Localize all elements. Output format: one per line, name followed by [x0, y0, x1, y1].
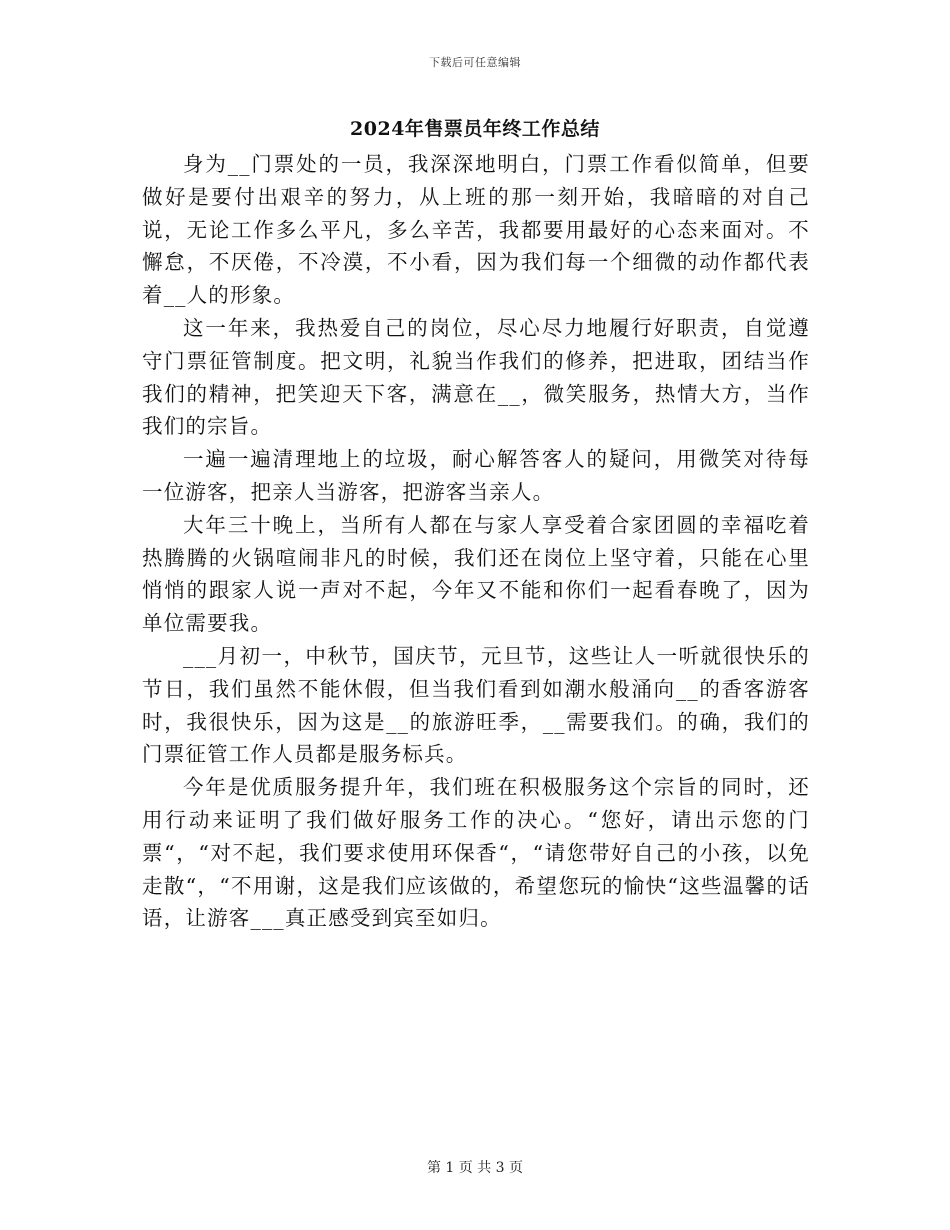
document-title: 2024年售票员年终工作总结: [350, 118, 600, 140]
paragraph: ___月初一，中秋节，国庆节，元旦节，这些让人一听就很快乐的节日，我们虽然不能休假，但当我们看到如潮水般涌向__的香客游客时，我很快乐，因为这是__的旅游旺季，__需要我们。的确，我们的门票征管工作人员都是服务标兵。: [142, 643, 810, 767]
paragraph: 今年是优质服务提升年，我们班在积极服务这个宗旨的同时，还用行动来证明了我们做好服务工作的决心。“您好，请出示您的门票“，“对不起，我们要求使用环保香“，“请您带好自己的小孩，以免走散“，“不用谢，这是我们应该做的，希望您玩的愉快“这些温馨的话语，让游客___真正感受到宾至如归。: [142, 775, 810, 931]
header-note: 下载后可任意编辑: [429, 56, 521, 69]
paragraph: 这一年来，我热爱自己的岗位，尽心尽力地履行好职责，自觉遵守门票征管制度。把文明，礼貌当作我们的修养，把进取，团结当作我们的精神，把笑迎天下客，满意在__，微笑服务，热情大方，当作我们的宗旨。: [142, 315, 810, 439]
paragraph: 身为__门票处的一员，我深深地明白，门票工作看似简单，但要做好是要付出艰辛的努力，从上班的那一刻开始，我暗暗的对自己说，无论工作多么平凡，多么辛苦，我都要用最好的心态来面对。不懈怠，不厌倦，不冷漠，不小看，因为我们每一个细微的动作都代表着__人的形象。: [142, 152, 810, 308]
paragraph: 大年三十晚上，当所有人都在与家人享受着合家团圆的幸福吃着热腾腾的火锅喧闹非凡的时候，我们还在岗位上坚守着，只能在心里悄悄的跟家人说一声对不起，今年又不能和你们一起看春晚了，因为单位需要我。: [142, 512, 810, 636]
page-number: 第 1 页 共 3 页: [426, 1160, 524, 1176]
paragraph: 一遍一遍清理地上的垃圾，耐心解答客人的疑问，用微笑对待每一位游客，把亲人当游客，把游客当亲人。: [142, 447, 810, 504]
document-body: [142, 148, 810, 935]
